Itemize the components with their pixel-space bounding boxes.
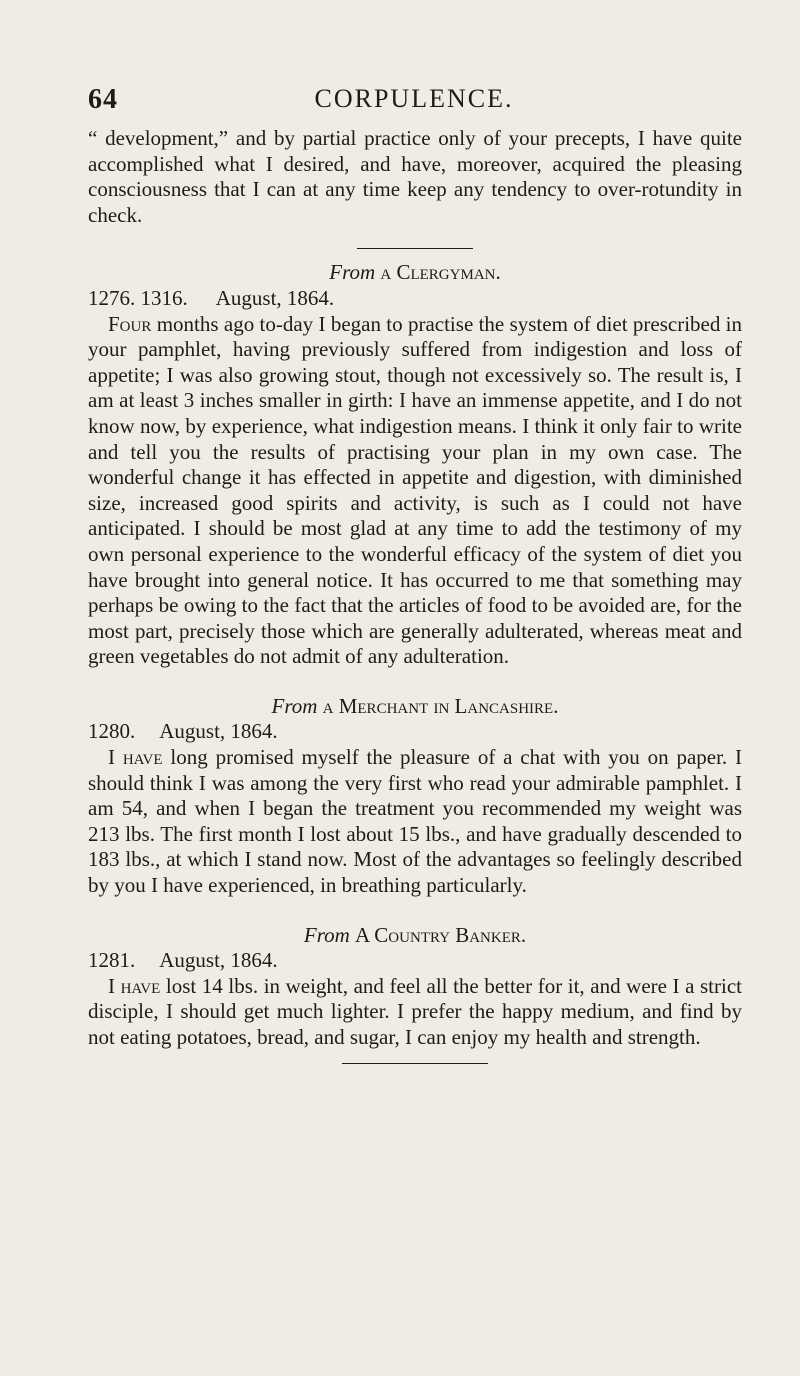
letter-from-label: From <box>271 693 318 718</box>
letter-body <box>88 974 742 1051</box>
letter-author: a Merchant in Lancashire. <box>322 693 559 718</box>
letter-text: months ago to-day I began to practise the system of diet prescribed in your pamphlet, having previously suffered from indigestion and loss of appetite; I was also growing stout, though not excessively so. The result is, I am at least 3 inches smaller in girth: I have an immense appetite, and I do not know now, by experience, what indigestion means. I think it only fair to write and tell you the results of practising your plan in my own case. The wonderful change it has effected in appetite and digestion, with diminished size, increased good spirits and activity, is such as I could not have anticipated. I should be most glad at any time to add the testimony of my own personal experience to the wonderful efficacy of the system of diet you have brought into general notice. It has occurred to me that something may perhaps be owing to the fact that the articles of food to be avoided are, for the most part, precisely those which are generally adulterated, whereas meat and green vegetables do not admit of any adulteration. <box>88 311 743 669</box>
letter-reference <box>88 286 742 312</box>
letter-date: August, 1864. <box>159 948 278 973</box>
running-title: CORPULENCE. <box>314 84 514 113</box>
letter-author: A Country Banker. <box>355 922 527 947</box>
letter-heading <box>88 923 742 949</box>
letter-reference <box>88 719 742 745</box>
lead-word: I have <box>108 745 163 770</box>
letter-body <box>88 312 742 670</box>
letter-text: lost 14 lbs. in weight, and feel all the better for it, and were I a strict disciple, I should get much lighter. I prefer the happy medium, and find by not eating potatoes, bread, and sugar, I can enjoy my health and strength. <box>88 973 742 1049</box>
letter-number: 1276. 1316. <box>88 285 188 310</box>
letter-from-label: From <box>303 922 350 947</box>
letter-date: August, 1864. <box>215 285 335 310</box>
letter-reference <box>88 948 742 974</box>
page-number: 64 <box>88 84 118 115</box>
letter-date: August, 1864. <box>159 719 278 744</box>
opening-paragraph: “ development,” and by partial practice only of your precepts, I have quite accomplished what I desired, and have, moreover, acquired the pleasing consciousness that I can at any time keep any tendency to over-rotundity in check. <box>88 126 742 227</box>
section-spacer <box>88 670 742 694</box>
letter-number: 1281. <box>88 948 136 973</box>
end-divider <box>342 1063 488 1064</box>
letter-heading <box>88 694 742 720</box>
letter-text: long promised myself the pleasure of a chat with you on paper. I should think I was among the very first who read your admirable pamphlet. I am 54, and when I began the treatment you recommended my weight was 213 lbs. The first month I lost about 15 lbs., and have gradually descended to 183 lbs., at which I stand now. Most of the advantages so feelingly described by you I have experienced, in breathing particularly. <box>88 745 743 898</box>
page-header <box>88 84 740 116</box>
lead-word: I have <box>108 973 161 998</box>
letter-from-label: From <box>329 260 376 285</box>
letter-body <box>88 745 742 899</box>
page-body <box>88 126 742 1075</box>
lead-word: Four <box>108 311 152 336</box>
letter-number: 1280. <box>88 719 136 744</box>
section-spacer <box>88 899 742 923</box>
letter-heading <box>88 260 742 286</box>
section-divider <box>357 248 473 249</box>
letter-author: a Clergyman. <box>380 260 501 285</box>
